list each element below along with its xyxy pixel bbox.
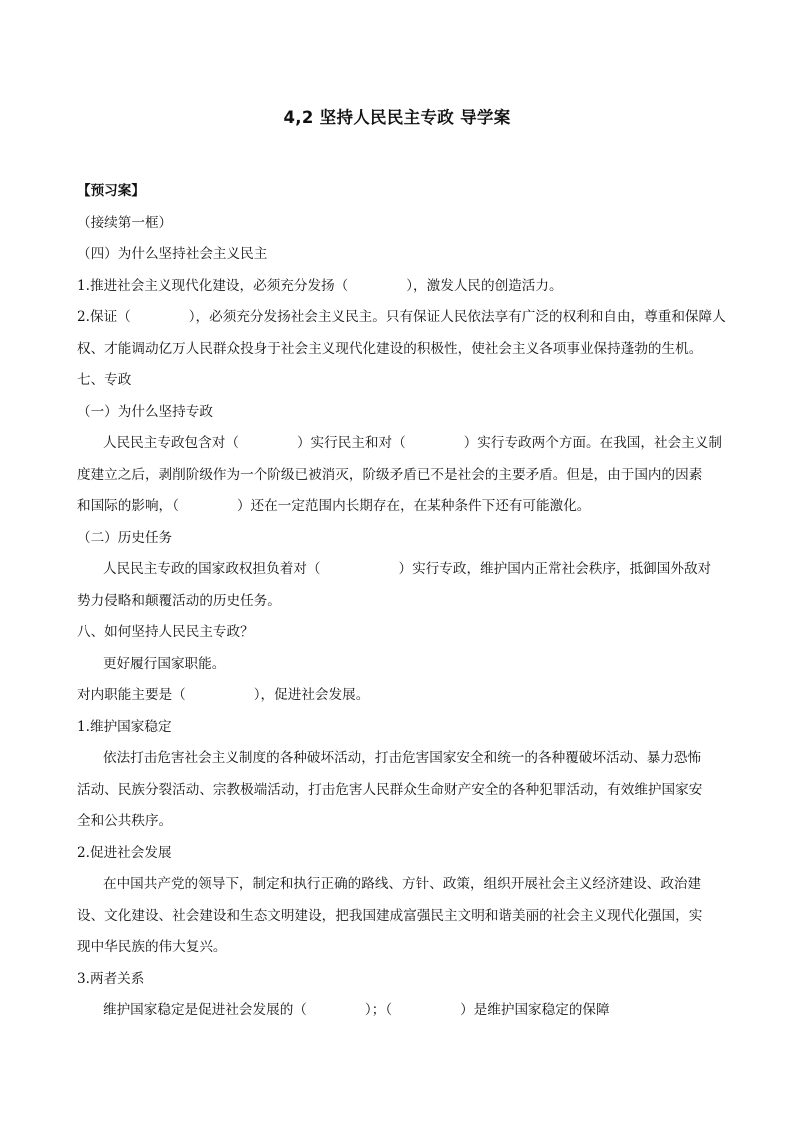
text-segment: ）还在一定范围内长期存在，在某种条件下还有可能激化。 [236, 498, 591, 514]
text-line: （接续第一框） [77, 214, 173, 231]
subsection-heading: （四）为什么坚持社会主义民主 [77, 246, 268, 262]
text-line: 全和公共秩序。 [77, 813, 173, 829]
text-segment: 人民民主专政的国家政权担负着对（ [103, 561, 321, 577]
fill-in-line [77, 995, 727, 1027]
section-heading: 七、专政 [77, 372, 132, 388]
text-segment: ）实行民主和对（ [296, 435, 406, 451]
text-line: 活动、民族分裂活动、宗教极端活动，打击危害人民群众生命财产安全的各种犯罪活动，有效维护国家安 [77, 781, 703, 798]
text-segment: 2.保证（ [77, 309, 131, 325]
document-body [77, 176, 727, 1027]
text-segment: ）实行专政两个方面。在我国，社会主义制 [463, 435, 722, 451]
text-line: 现中华民族的伟大复兴。 [77, 939, 227, 955]
text-segment: ），必须充分发扬社会主义民主。只有保证人民依法享有广泛的权利和自由，尊重和保障人 [188, 309, 726, 325]
text-segment: 和国际的影响，（ [77, 498, 179, 514]
text-segment: ）是维护国家稳定的保障 [460, 1002, 610, 1018]
text-segment: 维护国家稳定是促进社会发展的（ [103, 1002, 307, 1018]
text-segment: ）；（ [364, 1002, 393, 1018]
fill-in-line [77, 554, 727, 586]
fill-in-line [77, 428, 727, 460]
text-line: 在中国共产党的领导下，制定和执行正确的路线、方针、政策，组织开展社会主义经济建设、政治建 [103, 876, 702, 892]
numbered-heading: 2.促进社会发展 [77, 844, 172, 861]
text-segment: ），激发人民的创造活力。 [406, 277, 563, 294]
text-line: 依法打击危害社会主义制度的各种破坏活动，打击危害国家安全和统一的各种覆破坏活动、暴力恐怖 [103, 750, 702, 766]
text-segment: 人民民主专政包含对（ [103, 435, 239, 451]
text-line: 设、文化建设、社会建设和生态文明建设，把我国建成富强民主文明和谐美丽的社会主义现代化强国，实 [77, 907, 703, 924]
fill-in-line [77, 491, 727, 523]
section-heading: 八、如何坚持人民民主专政？ [77, 624, 254, 640]
fill-in-line [77, 302, 727, 334]
fill-in-line [77, 271, 727, 303]
text-line: 度建立之后，剥削阶级作为一个阶级已被消灭，阶级矛盾已不是社会的主要矛盾。但是，由于国内的因素 [77, 466, 703, 483]
text-line: 势力侵略和颠覆活动的历史任务。 [77, 592, 281, 609]
text-line: 更好履行国家职能。 [103, 655, 226, 672]
numbered-heading: 1.维护国家稳定 [77, 718, 172, 735]
text-line: 权、才能调动亿万人民群众投身于社会主义现代化建设的积极性，使社会主义各项事业保持蓬勃的生机。 [77, 340, 703, 357]
section-header: 【预习案】 [77, 183, 145, 199]
text-segment: ）实行专政，维护国内正常社会秩序，抵御国外敌对 [398, 561, 712, 577]
subsection-heading: （一）为什么坚持专政 [77, 403, 213, 420]
fill-in-line [77, 680, 727, 712]
text-segment: 1.推进社会主义现代化建设，必须充分发扬（ [77, 277, 349, 294]
text-segment: 对内职能主要是（ [77, 687, 186, 703]
text-segment: ），促进社会发展。 [253, 687, 370, 703]
numbered-heading: 3.两者关系 [77, 970, 145, 987]
subsection-heading: （二）历史任务 [77, 529, 173, 546]
page-title: 4,2 坚持人民民主专政 导学案 [283, 108, 511, 127]
